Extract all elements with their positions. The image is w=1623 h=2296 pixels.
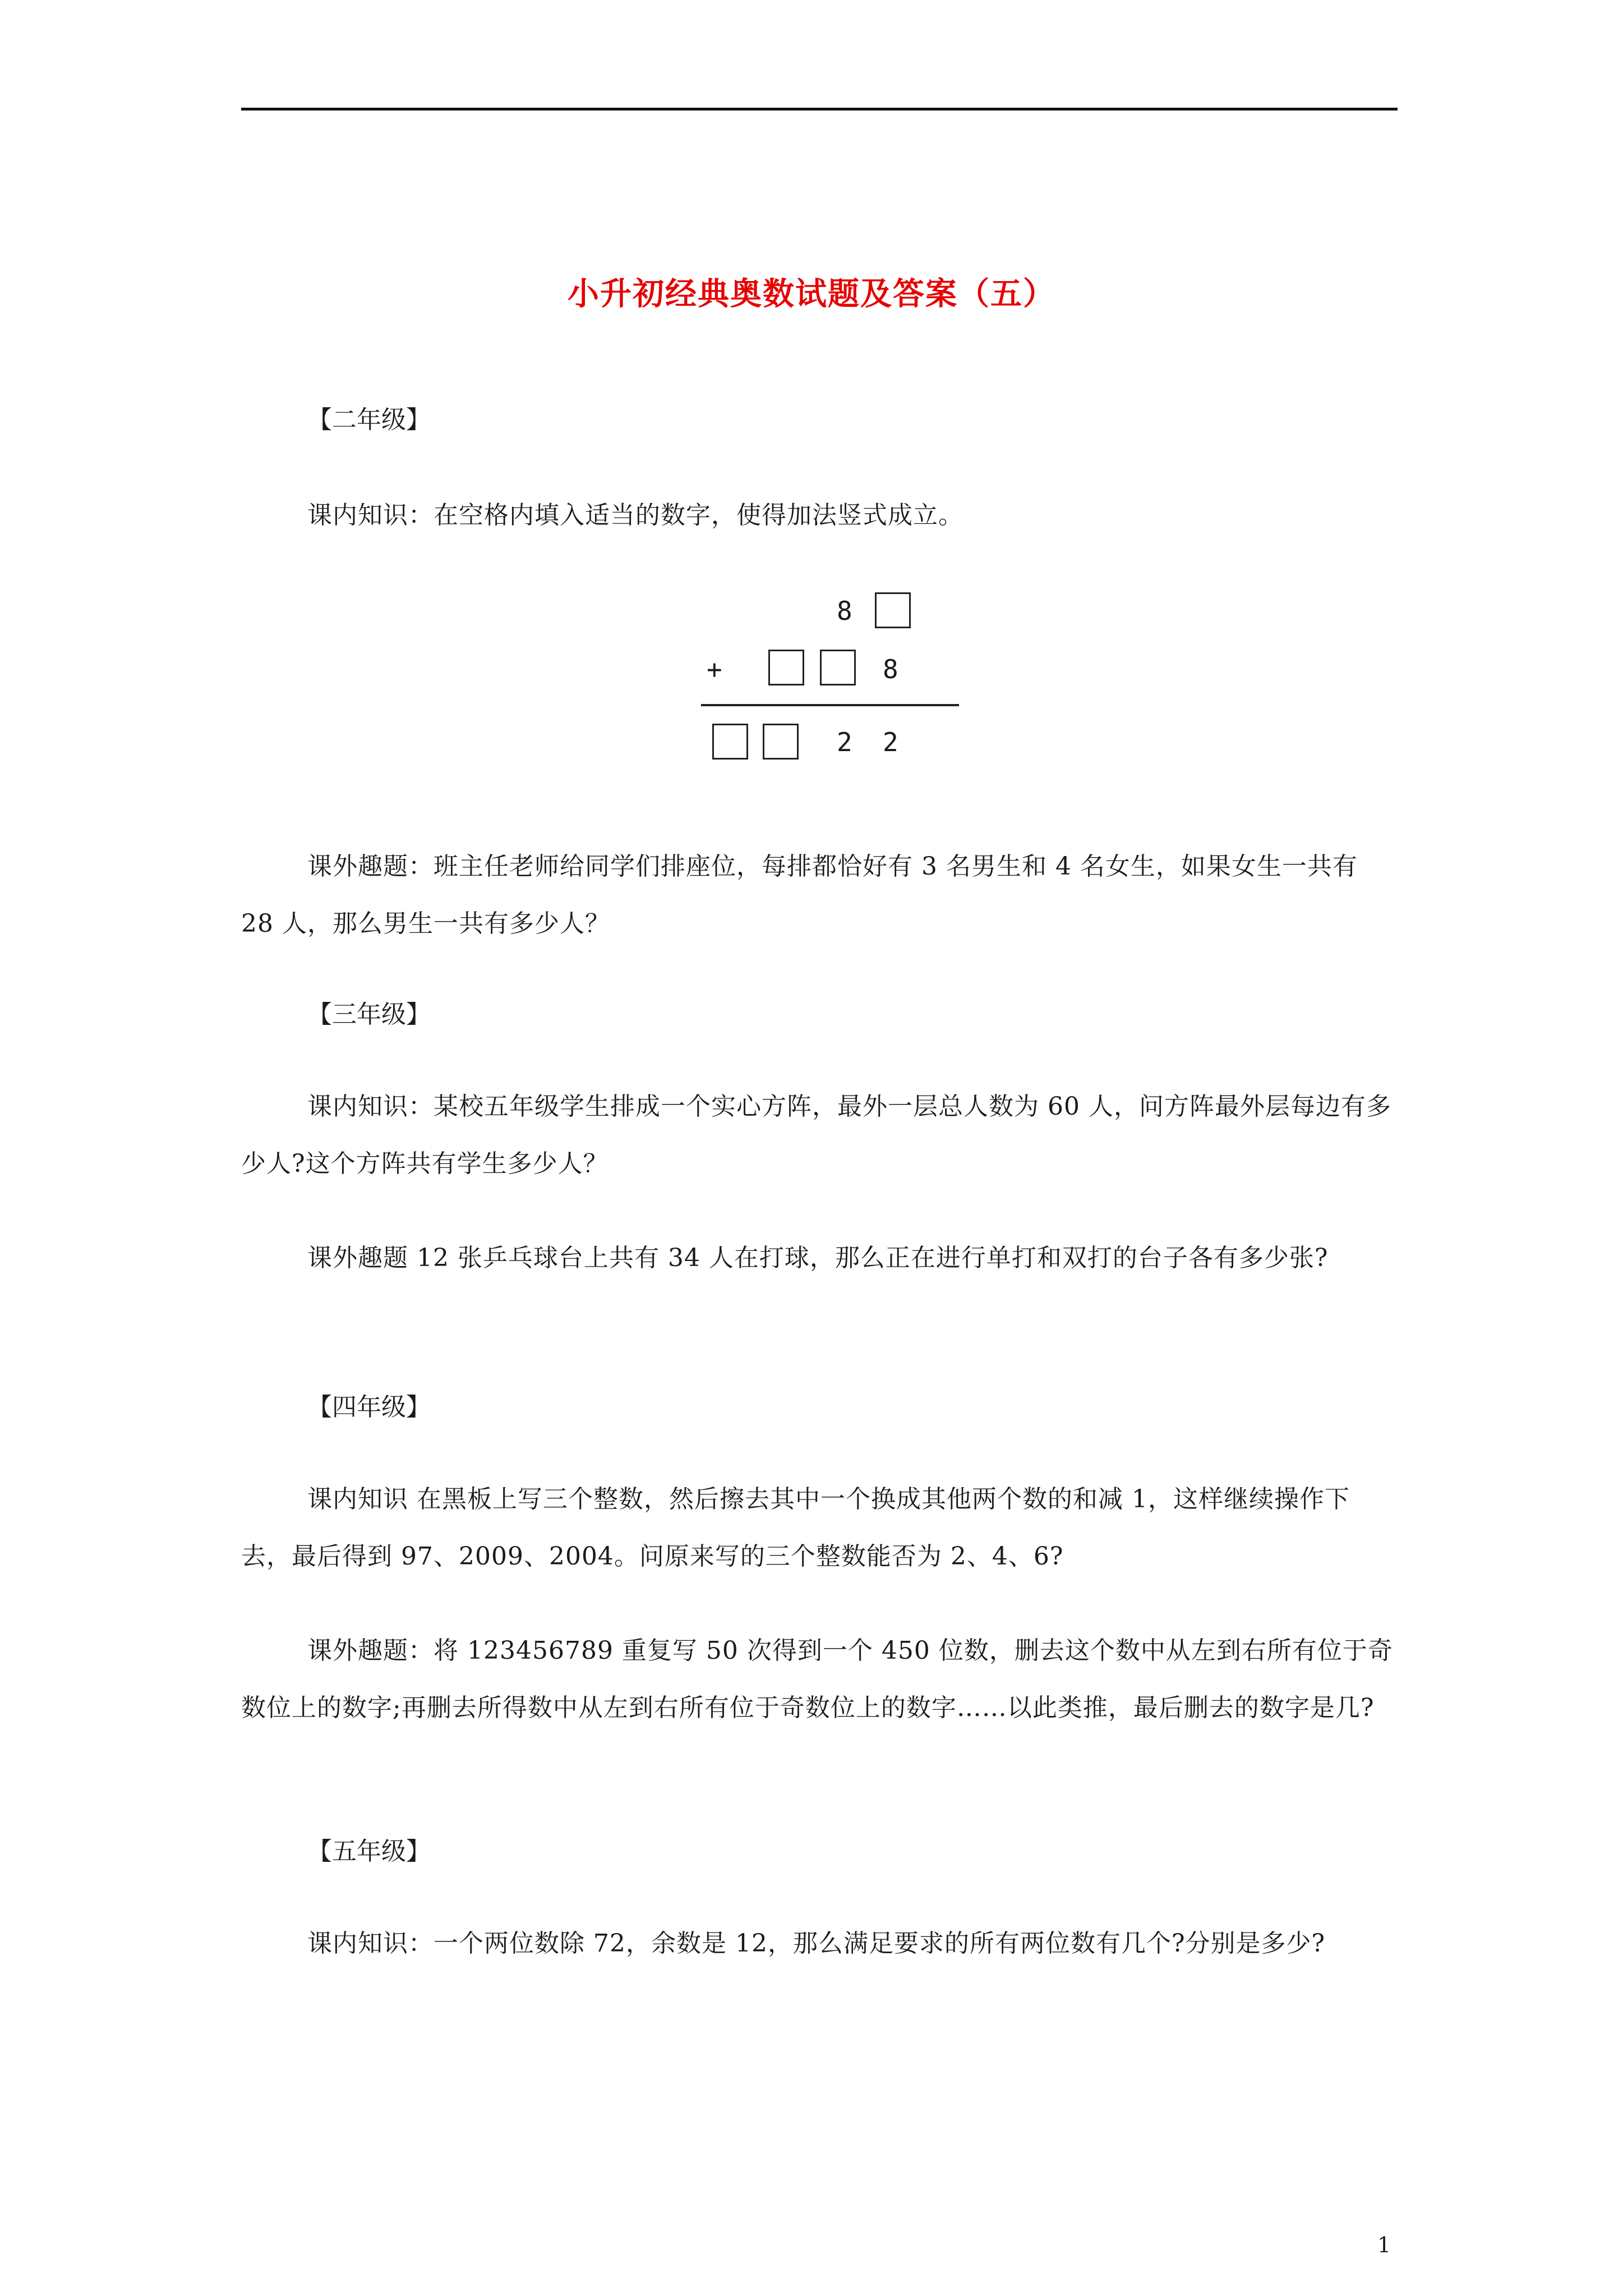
- grade-5-inclass-question: 课内知识：一个两位数除 72，余数是 12，那么满足要求的所有两位数有几个?分别是多少?: [307, 1929, 1326, 1958]
- grade-4-inclass-question: 课内知识 在黑板上写三个整数，然后擦去其中一个换成其他两个数的和减 1，这样继续操作下去，最后得到 97、2009、2004。问原来写的三个整数能否为 2、4、6?: [241, 1485, 1350, 1571]
- page-number: 1: [1377, 2233, 1391, 2257]
- addend1-tens-digit: 8: [837, 596, 852, 626]
- addend2-tens-blank-box: [820, 650, 856, 685]
- plus-sign: +: [707, 654, 722, 684]
- addend2-hundreds-blank-box: [768, 650, 804, 685]
- grade-2-extra-question: 课外趣题：班主任老师给同学们排座位，每排都恰好有 3 名男生和 4 名女生，如果女生一共有 28 人，那么男生一共有多少人？: [241, 852, 1358, 938]
- sum-rule: [701, 704, 959, 706]
- grade-2-heading: 【二年级】: [307, 406, 431, 434]
- sum-ones-digit: 2: [883, 727, 898, 757]
- grade-3-heading: 【三年级】: [307, 1000, 431, 1029]
- grade-3-inclass-question: 课内知识：某校五年级学生排成一个实心方阵，最外一层总人数为 60 人，问方阵最外层每边有多少人?这个方阵共有学生多少人？: [241, 1092, 1391, 1178]
- sum-tens-digit: 2: [837, 727, 852, 757]
- sum-hundreds-blank-box: [763, 724, 799, 760]
- header-rule: [241, 108, 1398, 111]
- grade-2-inclass-question: 课内知识：在空格内填入适当的数字，使得加法竖式成立。: [307, 501, 963, 530]
- sum-thousands-blank-box: [712, 724, 748, 760]
- page-title: 小升初经典奥数试题及答案（五）: [568, 275, 1055, 312]
- grade-5-heading: 【五年级】: [307, 1837, 431, 1866]
- addend1-ones-blank-box: [875, 592, 911, 628]
- addend2-ones-digit: 8: [883, 654, 898, 684]
- grade-4-heading: 【四年级】: [307, 1393, 431, 1421]
- vertical-addition-figure: [690, 589, 959, 774]
- grade-3-extra-question: 课外趣题 12 张乒乓球台上共有 34 人在打球，那么正在进行单打和双打的台子各有多少张?: [307, 1244, 1329, 1272]
- grade-4-extra-question: 课外趣题：将 123456789 重复写 50 次得到一个 450 位数，删去这个数中从左到右所有位于奇数位上的数字;再删去所得数中从左到右所有位于奇数位上的数字……以此类推，最后删去的数字是几?: [241, 1636, 1393, 1722]
